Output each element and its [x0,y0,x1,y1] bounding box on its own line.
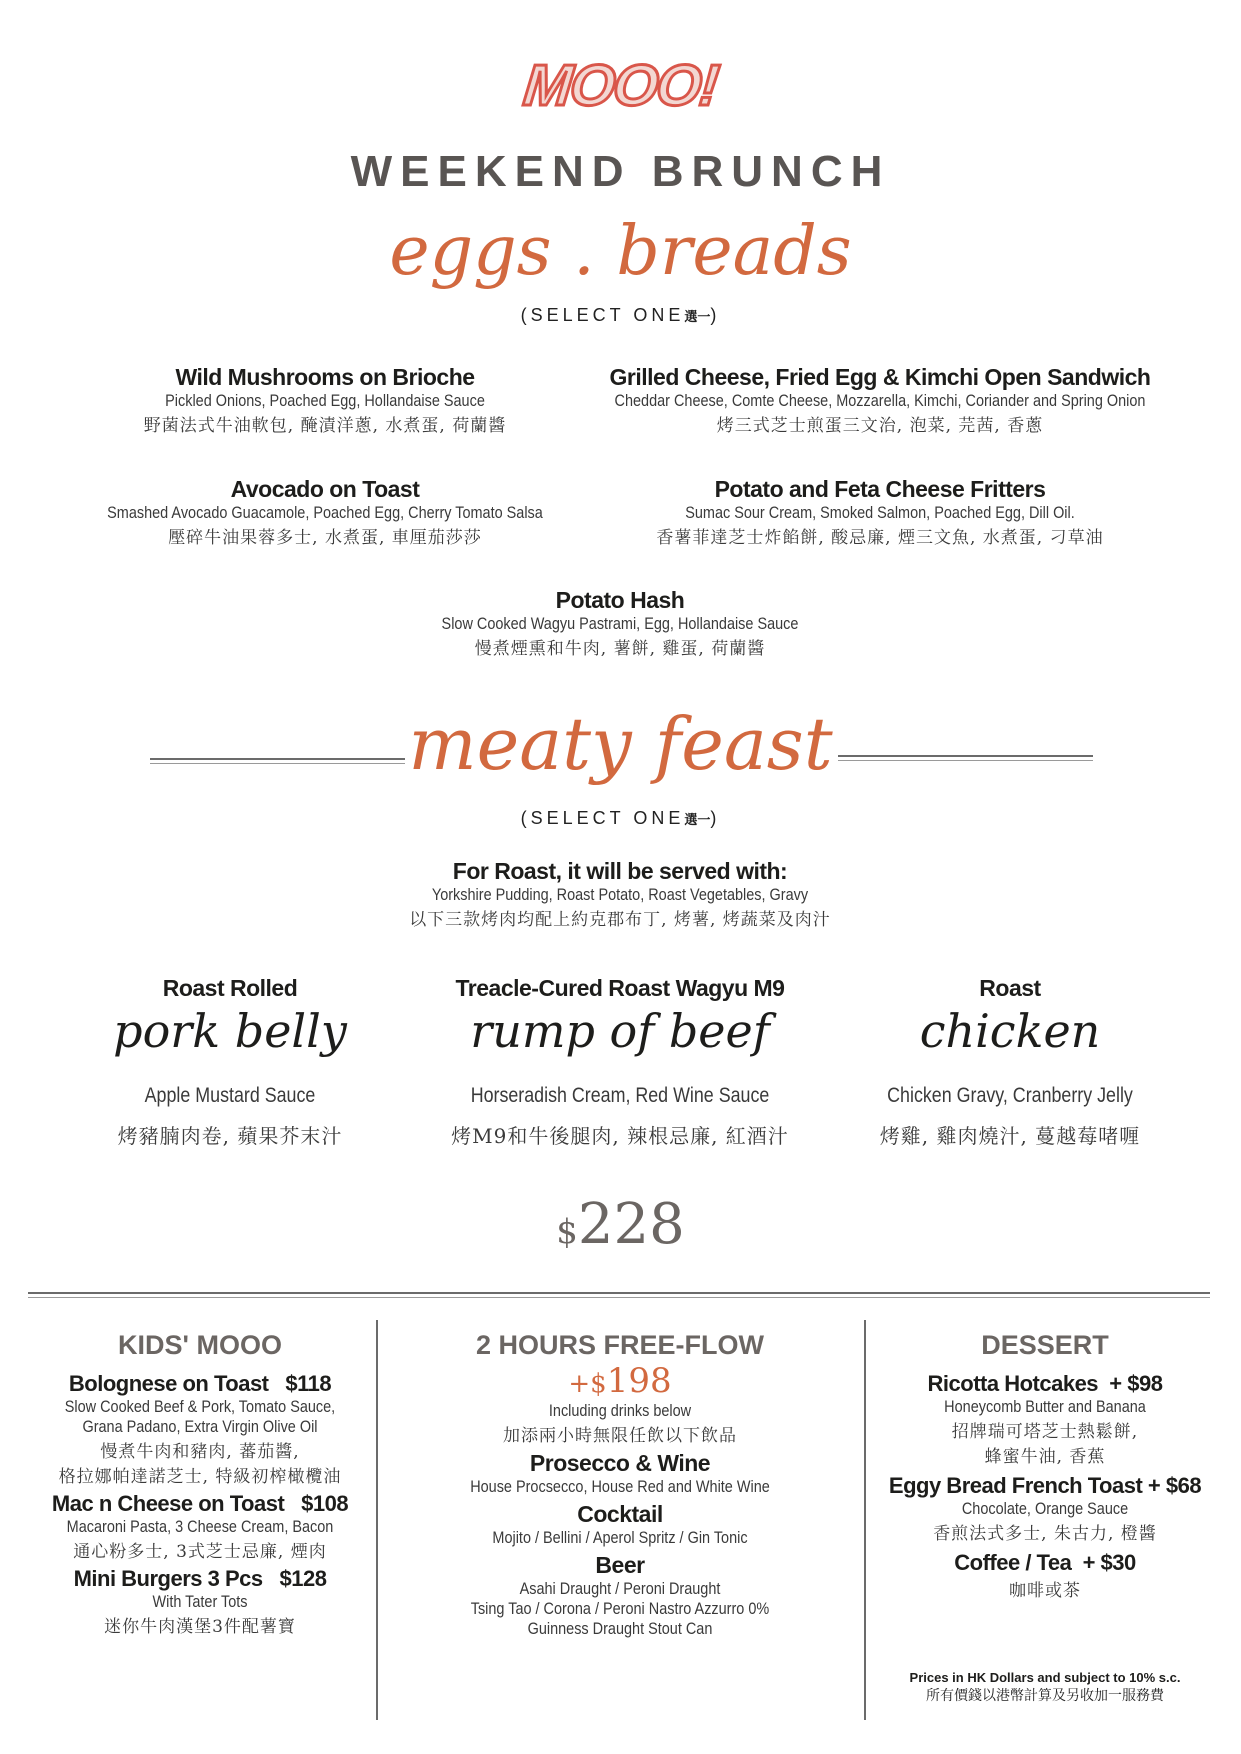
section-heading-meaty-feast: meaty feast [408,702,833,786]
roast-note: For Roast, it will be served with: Yorkshire Pudding, Roast Potato, Roast Vegetables, Gravy 以下三款烤肉均配上約克郡布丁, 烤薯, 烤蔬菜及肉汁 [409,858,831,930]
set-price: $228 [556,1192,685,1257]
page-title: WEEKEND BRUNCH [350,147,891,196]
menu-item: Potato Hash Slow Cooked Wagyu Pastrami, Egg, Hollandaise Sauce 慢煮煙熏和牛肉, 薯餅, 雞蛋, 荷蘭醬 [441,587,799,659]
select-one-note: (SELECT ONE選一) [520,808,721,828]
roast-item: Roast chicken Chicken Gravy, Cranberry Jelly 烤雞, 雞肉燒汁, 蔓越莓啫喱 [879,975,1141,1148]
price-footnote: Prices in HK Dollars and subject to 10% s.c. 所有價錢以港幣計算及另收加一服務費 [909,1670,1181,1704]
menu-item: Grilled Cheese, Fried Egg & Kimchi Open Sandwich Cheddar Cheese, Comte Cheese, Mozzarella, Kimchi, Coriander and Spring Onion 烤三式芝士煎蛋三文治, 泡菜, 芫茜, 香蔥 [609,364,1151,436]
menu-item: Avocado on Toast Smashed Avocado Guacamole, Poached Egg, Cherry Tomato Salsa 壓碎牛油果蓉多士, 水煮蛋, 車厘茄莎莎 [107,476,543,548]
column-divider [864,1320,866,1720]
menu-item: Potato and Feta Cheese Fritters Sumac Sour Cream, Smoked Salmon, Poached Egg, Dill Oil. 香薯菲達芝士炸餡餅, 酸忌廉, 煙三文魚, 水煮蛋, 刁草油 [656,476,1104,548]
divider [28,1292,1210,1298]
select-one-note: (SELECT ONE選一) [520,305,721,325]
section-heading-eggs-breads: eggs . breads [389,212,852,291]
roast-item: Treacle-Cured Roast Wagyu M9 rump of beef Horseradish Cream, Red Wine Sauce 烤M9和牛後腿肉, 辣根忌廉, 紅酒汁 [451,975,789,1148]
column-divider [376,1320,378,1720]
free-flow-menu: 2 HOURS FREE-FLOW +$198 Including drinks below 加添兩小時無限任飲以下飲品 Prosecco & Wine House Procsecco, House Red and White Wine Cocktail Mojito / Bellini / Aperol Spritz / Gin Tonic Beer Asahi Draught / Peroni Draught Tsing Tao / Corona / Peroni Nastro Azzurro 0% Guinness Draught Stout Can [470,1330,770,1638]
dessert-menu: DESSERT Ricotta Hotcakes + $98 Honeycomb Butter and Banana 招牌瑞可塔芝士熱鬆餅, 蜂蜜牛油, 香蕉 Eggy Bread French Toast + $68 Chocolate, Orange Sauce 香煎法式多士, 朱古力, 橙醬 Coffee / Tea + $30 咖啡或茶 [888,1330,1202,1601]
roast-item: Roast Rolled pork belly Apple Mustard Sauce 烤豬腩肉卷, 蘋果芥末汁 [113,975,347,1148]
kids-menu: KIDS' MOOO Bolognese on Toast $118 Slow Cooked Beef & Pork, Tomato Sauce, Grana Padano, Extra Virgin Olive Oil 慢煮牛肉和豬肉, 蕃茄醬, 格拉娜帕達諾芝士, 特級初榨橄欖油 Mac n Cheese on Toast $108 Macaroni Pasta, 3 Cheese Cream, Bacon 通心粉多士, 3式芝士忌廉, 煙肉 Mini Burgers 3 Pcs $128 With Tater Tots 迷你牛肉漢堡3件配薯寶 [51,1330,349,1637]
brand-logo: MOOO! [520,53,721,118]
menu-item: Wild Mushrooms on Brioche Pickled Onions, Poached Egg, Hollandaise Sauce 野菌法式牛油軟包, 醃漬洋蔥, 水煮蛋, 荷蘭醬 [143,364,507,436]
